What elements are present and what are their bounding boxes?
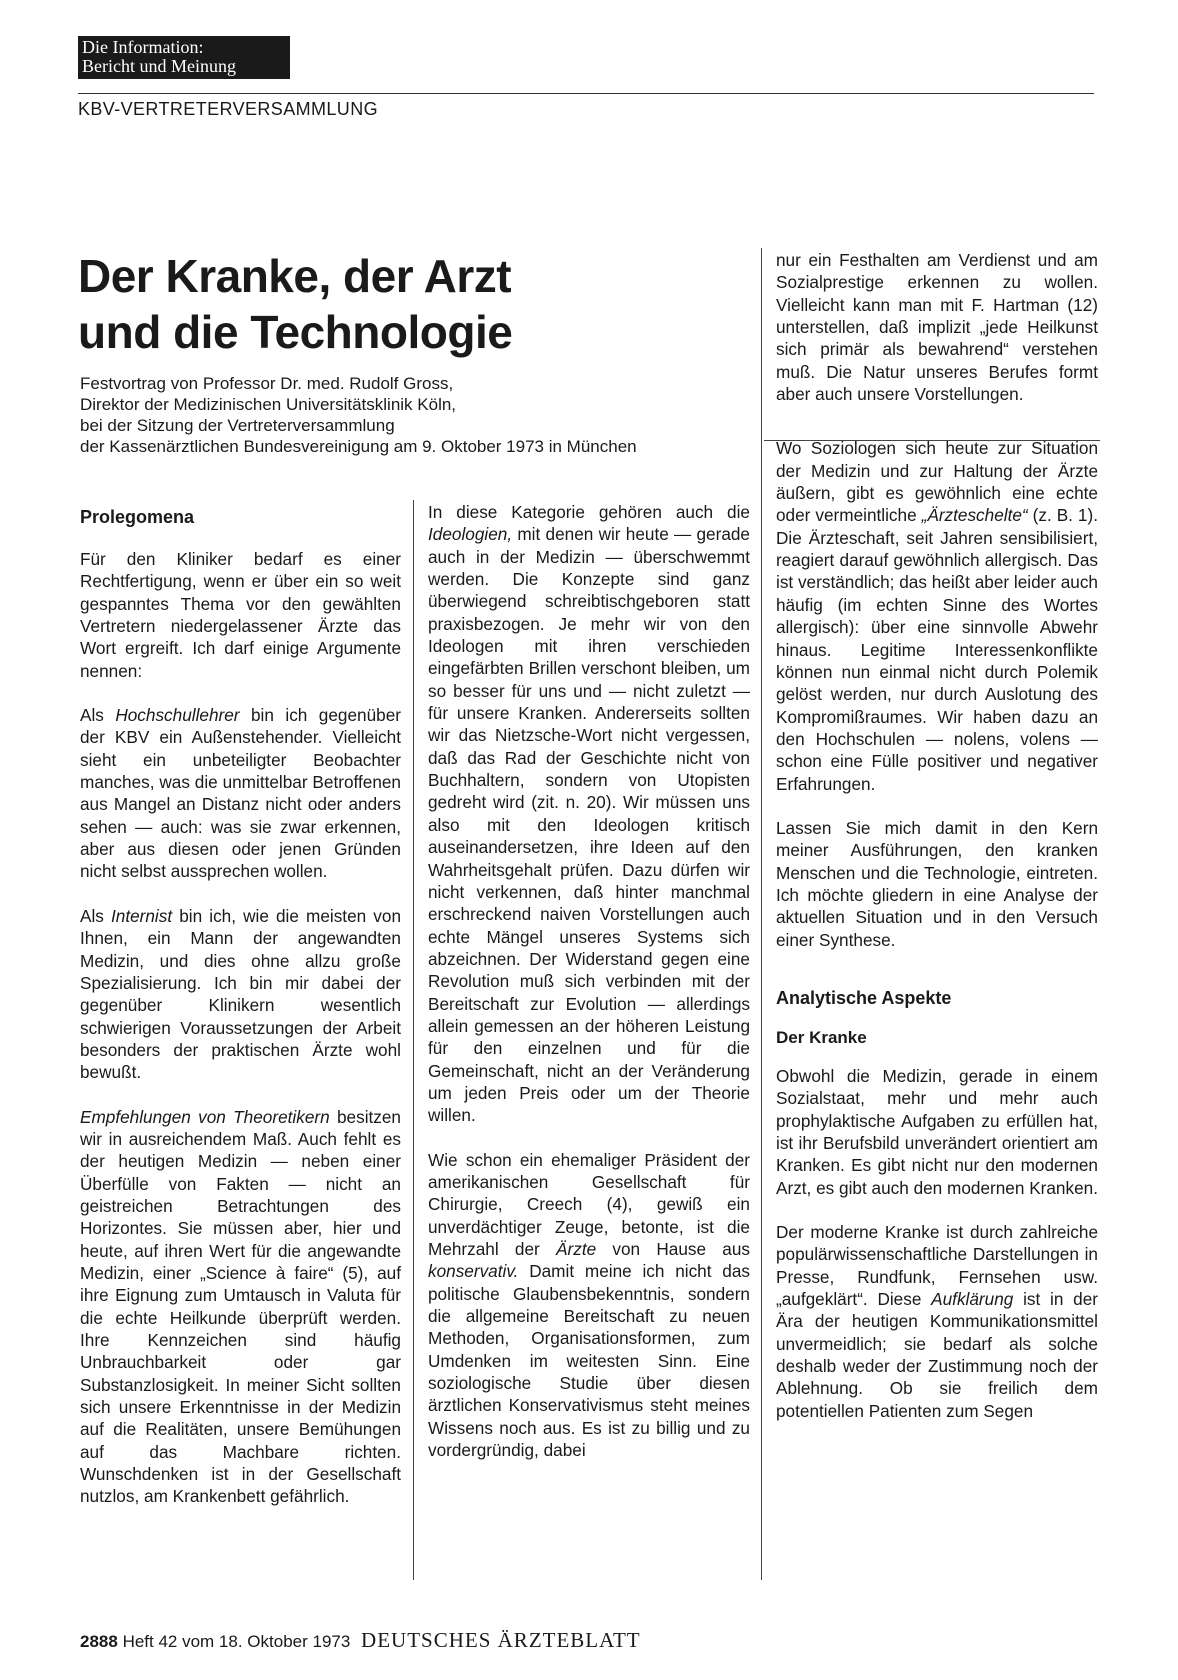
paragraph: Für den Kliniker bedarf es einer Rechtfertigung, wenn er über ein so weit gespanntes Thema vor den gewählten Vertretern niedergelassener Ärzte das Wort ergreift. Ich darf einige Argumente nennen: <box>80 549 401 681</box>
page-number: 2888 <box>80 1632 118 1651</box>
heading-prolegomena: Prolegomena <box>80 507 195 527</box>
issue-info: Heft 42 vom 18. Oktober 1973 <box>122 1632 351 1651</box>
column-1 <box>80 506 401 1530</box>
paragraph: Empfehlungen von Theoretikern besitzen wir in ausreichendem Maß. Auch fehlt es der heutigen Medizin — neben einer Überfülle von Fakten — nicht an geistreichen Betrachtungen des Horizontes. Sie müssen aber, hier und heute, auf ihren Wert für die angewandte Medizin, einer „Science à faire“ (5), auf ihre Eignung zum Umtausch in Valuta für die echte Heilkunde überprüft werden. Ihre Kennzeichen sind häufig Unbrauchbarkeit oder gar Substanzlosigkeit. In meiner Sicht sollten sich unsere Erkenntnisse in der Medizin auf die Realitäten, unsere Bemühungen auf das Machbare richten. Wunschdenken ist in der Gesellschaft nutzlos, am Krankenbett gefährlich. <box>80 1106 401 1507</box>
section-badge <box>78 36 290 79</box>
paragraph: Obwohl die Medizin, gerade in einem Sozialstaat, mehr und mehr auch prophylaktische Aufgaben zu erfüllen hat, ist ihr Berufsbild unverändert orientiert am Kranken. Es gibt nicht nur den modernen Arzt, es gibt auch den modernen Kranken. <box>776 1065 1098 1198</box>
top-rule <box>78 93 1094 94</box>
heading-analytische-aspekte: Analytische Aspekte <box>776 987 952 1008</box>
page-footer <box>80 1628 641 1653</box>
paragraph: Als Hochschullehrer bin ich gegenüber der KBV ein Außenstehender. Vielleicht sieht ein unbeteiligter Beobachter manches, was die unmittelbar Betroffenen aus Mangel an Distanz nicht oder anders sehen — auch: was sie zwar erkennen, aber aus diesen oder jenen Gründen nicht selbst aussprechen wollen. <box>80 705 401 882</box>
emphasis: Ärzte <box>556 1239 597 1259</box>
paragraph: Lassen Sie mich damit in den Kern meiner Ausführungen, den kranken Menschen und die Technologie, eintreten. Ich möchte gliedern in eine Analyse der aktuellen Situation und in den Versuch einer Synthese. <box>776 817 1098 950</box>
subtitle-line: der Kassenärztlichen Bundesvereinigung am 9. Oktober 1973 in München <box>80 437 637 456</box>
emphasis: „Ärzteschelte“ <box>921 505 1028 526</box>
emphasis: Hochschullehrer <box>115 705 240 726</box>
badge-line-1: Die Information: <box>82 37 204 57</box>
emphasis: konservativ. <box>428 1261 519 1282</box>
paragraph: Der moderne Kranke ist durch zahlreiche populärwissenschaftliche Darstellungen in Presse, Rundfunk, Fernsehen usw. „aufgeklärt“. Diese Aufklärung ist in der Ära der heutigen Kommunikationsmittel unvermeidlich; sie bedarf als solche deshalb weder der Zustimmung noch der Ablehnung. Ob sie freilich dem potentiellen Patienten zum Segen <box>776 1222 1098 1421</box>
emphasis: Aufklärung <box>931 1289 1014 1310</box>
journal-name: DEUTSCHES ÄRZTEBLATT <box>361 1628 641 1652</box>
subtitle-line: bei der Sitzung der Vertreterversammlung <box>80 416 395 435</box>
column-divider-2 <box>761 248 762 1580</box>
title-line-2: und die Technologie <box>78 306 513 358</box>
subtitle-line: Direktor der Medizinischen Universitätsklinik Köln, <box>80 395 457 414</box>
paragraph: In diese Kategorie gehören auch die Ideologien, mit denen wir heute — gerade auch in der Medizin — überschwemmt werden. Die Konzepte sind ganz überwiegend schreibtischgeboren statt praxisbezogen. Je mehr wir von den Ideologen mit ihren verschieden eingefärbten Brillen verschont bleiben, um so besser für uns und — nicht zuletzt — für unsere Kranken. Andererseits sollten wir das Nietzsche-Wort nicht vergessen, daß das Rad der Geschichte nicht von Buchhaltern, sondern von Utopisten gedreht wird (zit. n. 20). Wir müssen uns also mit den Ideologen kritisch auseinandersetzen, ihre Ideen auf den Wahrheitsgehalt prüfen. Dazu dürfen wir nicht verkennen, daß hinter manchmal erschreckend naiven Vorstellungen auch echte Mängel unseres Systems sich abzeichnen. Der Widerstand gegen eine Revolution muß sich verbinden mit der Bereitschaft zur Evolution — allerdings allein gemessen an der höheren Leistung für den einzelnen und für die Gemeinschaft, nicht an der Veränderung um jeden Preis oder um der Theorie willen. <box>428 502 750 1126</box>
emphasis: Empfehlungen von Theoretikern <box>80 1106 330 1127</box>
paragraph: nur ein Festhalten am Verdienst und am Sozialprestige erkennen zu wollen. Vielleicht kann man mit F. Hartman (12) unterstellen, daß implizit „jede Heilkunst sich primär als bewahrend“ verstehen muß. Die Natur unseres Berufes formt aber auch unsere Vorstellungen. <box>776 250 1098 405</box>
subheading-der-kranke: Der Kranke <box>776 1027 867 1047</box>
article-title <box>78 248 718 360</box>
paragraph: Wo Soziologen sich heute zur Situation der Medizin und zur Haltung der Ärzte äußern, gibt es gewöhnlich eine echte oder vermeintliche „Ärzteschelte“ (z. B. 1). Die Ärzteschaft, seit Jahren sensibilisiert, reagiert darauf gewöhnlich allergisch. Das ist verständlich; das heißt aber leider auch häufig (im echten Sinne des Wortes allergisch): über eine sinnvolle Abwehr hinaus. Legitime Interessenkonflikte können nun einmal nicht durch Polemik gelöst werden, nur durch Auslotung des Kompromißraumes. Wir haben dazu an den Hochschulen — nolens, volens — schon eine Fülle positiver und negativer Erfahrungen. <box>776 438 1098 794</box>
article-subtitle <box>80 373 760 457</box>
emphasis: Ideologien, <box>428 524 513 545</box>
subtitle-line: Festvortrag von Professor Dr. med. Rudolf Gross, <box>80 374 454 393</box>
paragraph: Wie schon ein ehemaliger Präsident der amerikanischen Gesellschaft für Chirurgie, Creech (4), gewiß ein unverdächtiger Zeuge, betonte, ist die Mehrzahl der Ärzte von Hause aus konservativ. Damit meine ich nicht das politische Glaubensbekenntnis, sondern die allgemeine Bereitschaft zu neuen Methoden, Organisationsformen, zum Umdenken im weitesten Sinn. Eine soziologische Studie über diesen ärztlichen Konservativismus steht meines Wissens noch aus. Es ist zu billig und zu vordergründig, dabei <box>428 1149 750 1461</box>
column-2 <box>428 501 750 1483</box>
emphasis: Internist <box>110 905 173 926</box>
column-3 <box>776 249 1098 1444</box>
title-line-1: Der Kranke, der Arzt <box>78 250 512 302</box>
paragraph: Als Internist bin ich, wie die meisten von Ihnen, ein Mann der angewandten Medizin, und dies ohne allzu große Spezialisierung. Ich bin mir dabei der gegenüber Klinikern wesentlich schwierigen Voraussetzungen der Arbeit besonders der praktischen Ärzte wohl bewußt. <box>80 905 402 1083</box>
column-divider-1 <box>413 500 414 1580</box>
section-label: KBV-VERTRETERVERSAMMLUNG <box>78 99 378 119</box>
badge-line-2: Bericht und Meinung <box>82 56 236 76</box>
